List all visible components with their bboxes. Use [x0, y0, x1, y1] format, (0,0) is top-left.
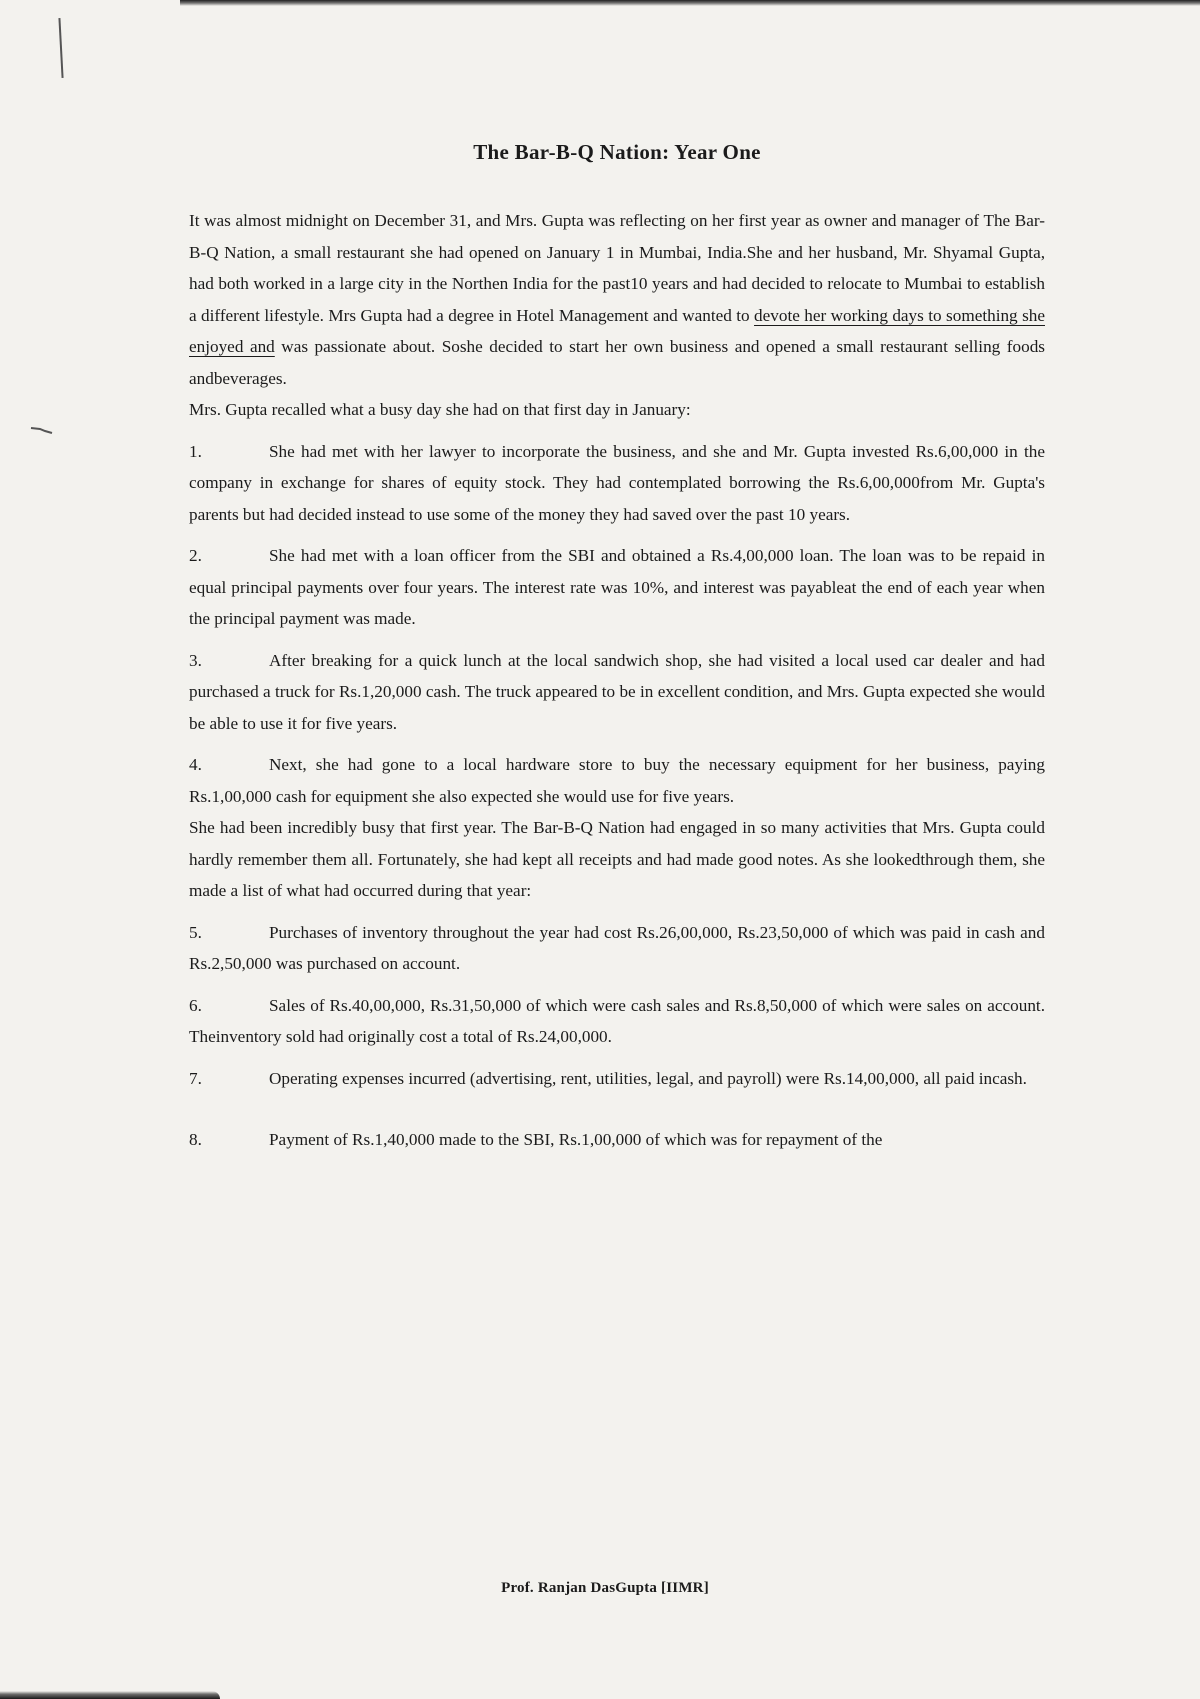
list-item [189, 645, 1045, 740]
intro-text-start: It was almost midnight on December 31, and Mrs. Gupta was reflecting on her first year as owner and manager of The Bar-B-Q Nation, a small restaurant she had opened on January 1 in Mumbai, India.She and her husband, Mr. Shyamal Gupta, had both worked in a large city in the Northen India for the past10 years and had decided to relocate to Mumbai to establish a different lifestyle. Mrs Gupta had a degree in Hotel Management and wanted to [189, 211, 1045, 325]
busy-year-paragraph: She had been incredibly busy that first year. The Bar-B-Q Nation had engaged in so many activities that Mrs. Gupta could hardly remember them all. Fortunately, she had kept all receipts and had made good notes. As she lookedthrough them, she made a list of what had occurred during that year: [189, 818, 1045, 900]
list-item-text: She had met with her lawyer to incorporate the business, and she and Mr. Gupta invested Rs.6,00,000 in the company in exchange for shares of equity stock. They had contemplated borrowing the Rs.6,00,000from Mr. Gupta's parents but had decided instead to use some of the money they had saved over the past 10 years. [189, 441, 1045, 524]
intro-underlined-text: devote her working days to something she enjoyed and [189, 305, 1045, 356]
list-item-number: 5. [189, 922, 202, 942]
list-item-text: Payment of Rs.1,40,000 made to the SBI, Rs.1,00,000 of which was for repayment of the [269, 1130, 883, 1149]
margin-scratch-mark [30, 426, 54, 434]
list-item [189, 917, 1045, 980]
list-item-number: 2. [189, 546, 202, 565]
scan-bottom-edge [0, 1691, 220, 1699]
intro-text-end: was passionate about. Soshe decided to start her own business and opened a small restaurant selling foods andbeverages. [189, 337, 1045, 388]
list-item-number: 6. [189, 995, 202, 1015]
list-item [189, 990, 1045, 1053]
list-item-number: 4. [189, 755, 202, 774]
list-item-text: Purchases of inventory throughout the year had cost Rs.26,00,000, Rs.23,50,000 of which was paid in cash and Rs.2,50,000 was purchased on account. [189, 922, 1045, 973]
list-item-text: Next, she had gone to a local hardware store to buy the necessary equipment for her business, paying Rs.1,00,000 cash for equipment she also expected she would use for five years. [189, 755, 1045, 806]
margin-pen-mark [58, 18, 63, 78]
list-item-text: Sales of Rs.40,00,000, Rs.31,50,000 of which were cash sales and Rs.8,50,000 of which were sales on account. Theinventory sold had originally cost a total of Rs.24,00,000. [189, 995, 1045, 1046]
document-page [189, 140, 1045, 1166]
page-footer: Prof. Ranjan DasGupta [IIMR] [501, 1580, 709, 1596]
list-item [189, 749, 1045, 812]
document-title: The Bar-B-Q Nation: Year One [473, 140, 761, 164]
scan-top-edge [180, 0, 1200, 6]
list-item [189, 1063, 1045, 1095]
list-item-number: 3. [189, 650, 202, 670]
list-item [189, 540, 1045, 635]
list-item-text: After breaking for a quick lunch at the local sandwich shop, she had visited a local used car dealer and had purchased a truck for Rs.1,20,000 cash. The truck appeared to be in excellent condition, and Mrs. Gupta expected she would be able to use it for five years. [189, 650, 1045, 733]
list-item-number: 7. [189, 1068, 202, 1088]
intro-paragraph [189, 205, 1045, 394]
year-activity-list [189, 917, 1045, 1156]
list-item-number: 8. [189, 1130, 202, 1149]
recall-paragraph: Mrs. Gupta recalled what a busy day she had on that first day in January: [189, 400, 691, 419]
day-one-list [189, 436, 1045, 813]
list-item-text: Operating expenses incurred (advertising, rent, utilities, legal, and payroll) were Rs.14,00,000, all paid incash. [269, 1068, 1027, 1088]
list-item [189, 436, 1045, 531]
list-item-text: She had met with a loan officer from the SBI and obtained a Rs.4,00,000 loan. The loan was to be repaid in equal principal payments over four years. The interest rate was 10%, and interest was payableat the end of each year when the principal payment was made. [189, 546, 1045, 628]
list-item-number: 1. [189, 441, 202, 461]
list-item [189, 1124, 1045, 1156]
